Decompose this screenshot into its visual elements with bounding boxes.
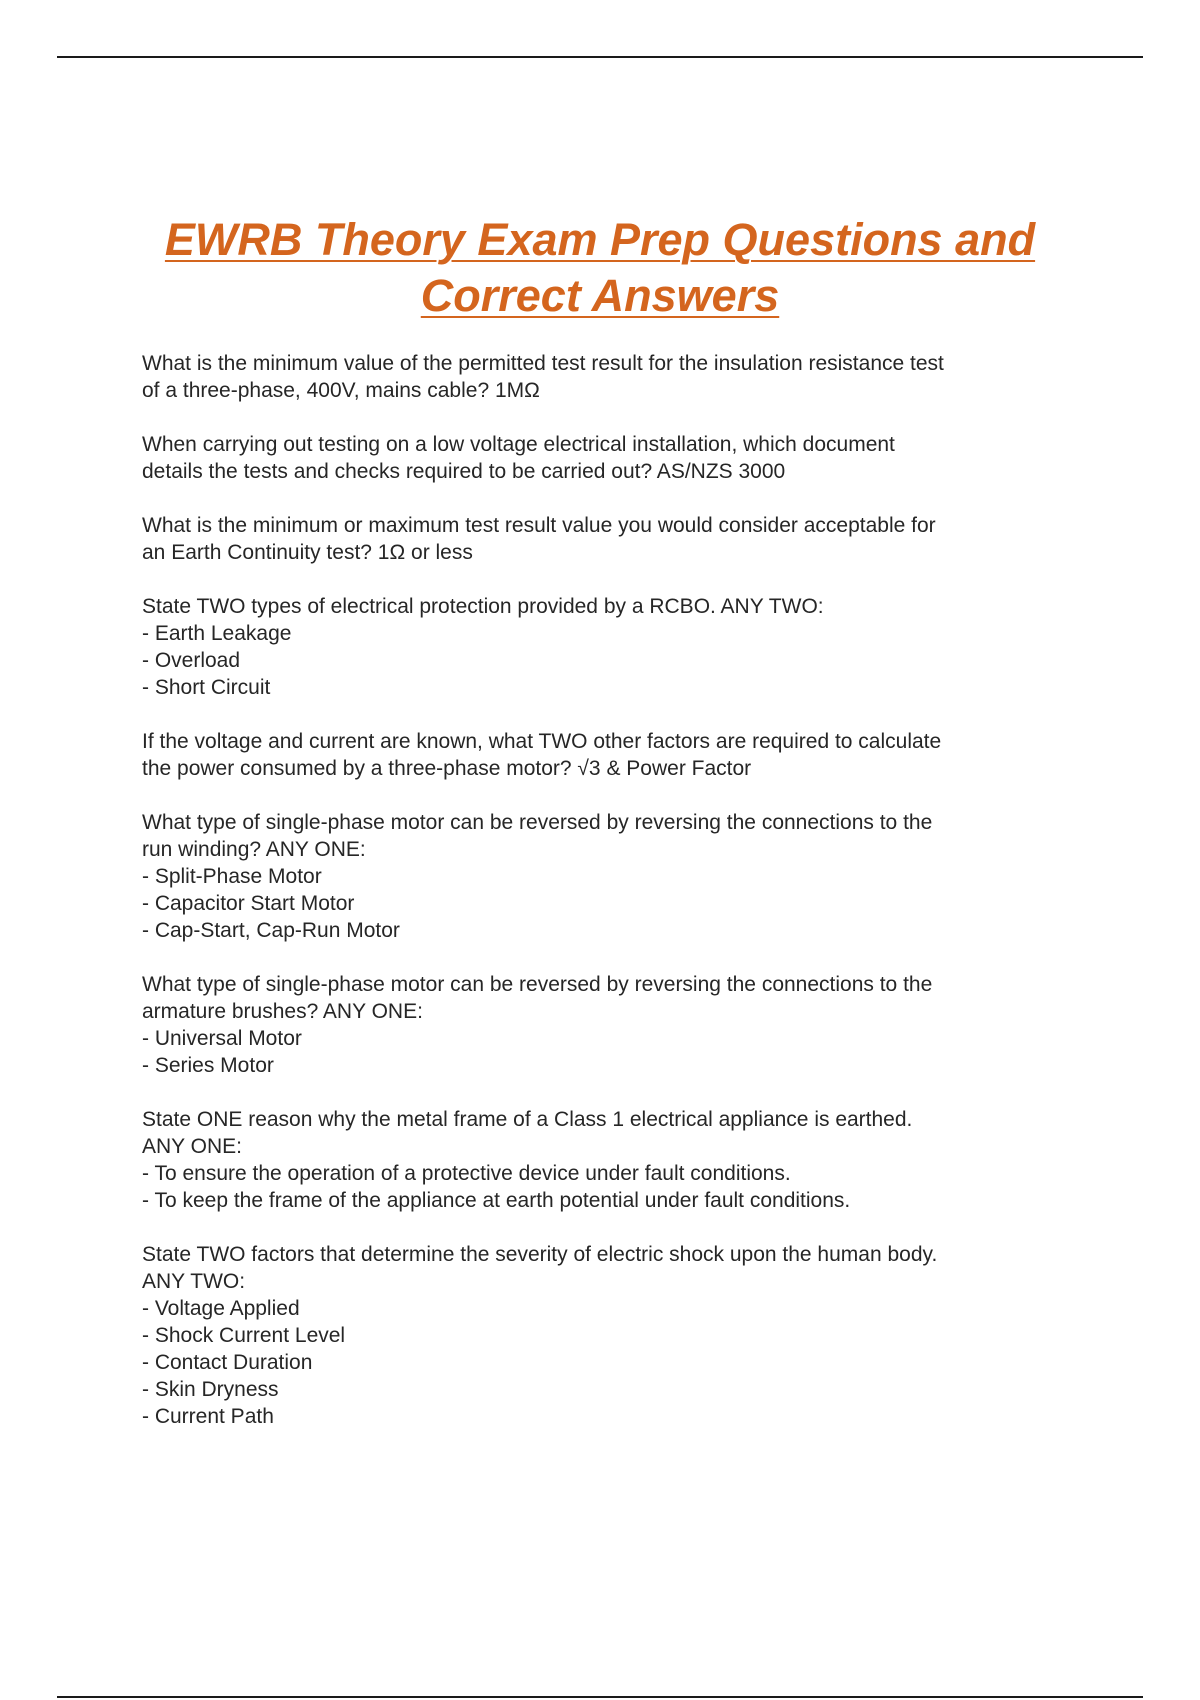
question-text: State TWO types of electrical protection provided by a RCBO. ANY TWO:: [142, 595, 824, 618]
question-text: What is the minimum value of the permitted test result for the insulation resistance test: [142, 352, 944, 375]
question-text: run winding? ANY ONE:: [142, 838, 366, 861]
question-text: What type of single-phase motor can be reversed by reversing the connections to the: [142, 973, 933, 996]
question-text: an Earth Continuity test? 1Ω or less: [142, 541, 473, 564]
question-text: armature brushes? ANY ONE:: [142, 1000, 423, 1023]
document-title: [60, 212, 1140, 324]
question-text: the power consumed by a three-phase motor? √3 & Power Factor: [142, 757, 752, 780]
question-text: of a three-phase, 400V, mains cable? 1MΩ: [142, 379, 540, 402]
title-line-2: Correct Answers: [420, 270, 780, 321]
qa-block-8: [142, 1106, 1062, 1214]
answer-item: - Current Path: [142, 1405, 274, 1428]
question-text: State TWO factors that determine the severity of electric shock upon the human body.: [142, 1243, 938, 1266]
qa-block-7: [142, 971, 1062, 1079]
bottom-rule: [57, 1696, 1143, 1698]
question-text: ANY TWO:: [142, 1270, 246, 1293]
qa-block-3: [142, 512, 1062, 566]
title-line-1: EWRB Theory Exam Prep Questions and: [164, 214, 1036, 265]
question-text: What is the minimum or maximum test result value you would consider acceptable for: [142, 514, 936, 537]
answer-item: - Skin Dryness: [142, 1378, 279, 1401]
qa-block-9: [142, 1241, 1062, 1430]
qa-block-2: [142, 431, 1062, 485]
question-text: When carrying out testing on a low voltage electrical installation, which document: [142, 433, 895, 456]
answer-item: - Split-Phase Motor: [142, 865, 322, 888]
question-text: ANY ONE:: [142, 1135, 242, 1158]
answer-item: - Series Motor: [142, 1054, 274, 1077]
top-rule: [57, 56, 1143, 58]
answer-item: - To ensure the operation of a protective device under fault conditions.: [142, 1162, 791, 1185]
answer-item: - Capacitor Start Motor: [142, 892, 355, 915]
answer-item: - Overload: [142, 649, 241, 672]
answer-item: - Voltage Applied: [142, 1297, 300, 1320]
answer-item: - Universal Motor: [142, 1027, 302, 1050]
qa-list: [142, 350, 1062, 1457]
answer-item: - Cap-Start, Cap-Run Motor: [142, 919, 400, 942]
question-text: State ONE reason why the metal frame of a Class 1 electrical appliance is earthed.: [142, 1108, 913, 1131]
question-text: details the tests and checks required to be carried out? AS/NZS 3000: [142, 460, 786, 483]
answer-item: - Short Circuit: [142, 676, 271, 699]
question-text: What type of single-phase motor can be reversed by reversing the connections to the: [142, 811, 933, 834]
answer-item: - Earth Leakage: [142, 622, 292, 645]
qa-block-6: [142, 809, 1062, 944]
question-text: If the voltage and current are known, what TWO other factors are required to calculate: [142, 730, 942, 753]
qa-block-5: [142, 728, 1062, 782]
qa-block-4: [142, 593, 1062, 701]
qa-block-1: [142, 350, 1062, 404]
answer-item: - To keep the frame of the appliance at earth potential under fault conditions.: [142, 1189, 851, 1212]
answer-item: - Shock Current Level: [142, 1324, 346, 1347]
answer-item: - Contact Duration: [142, 1351, 313, 1374]
